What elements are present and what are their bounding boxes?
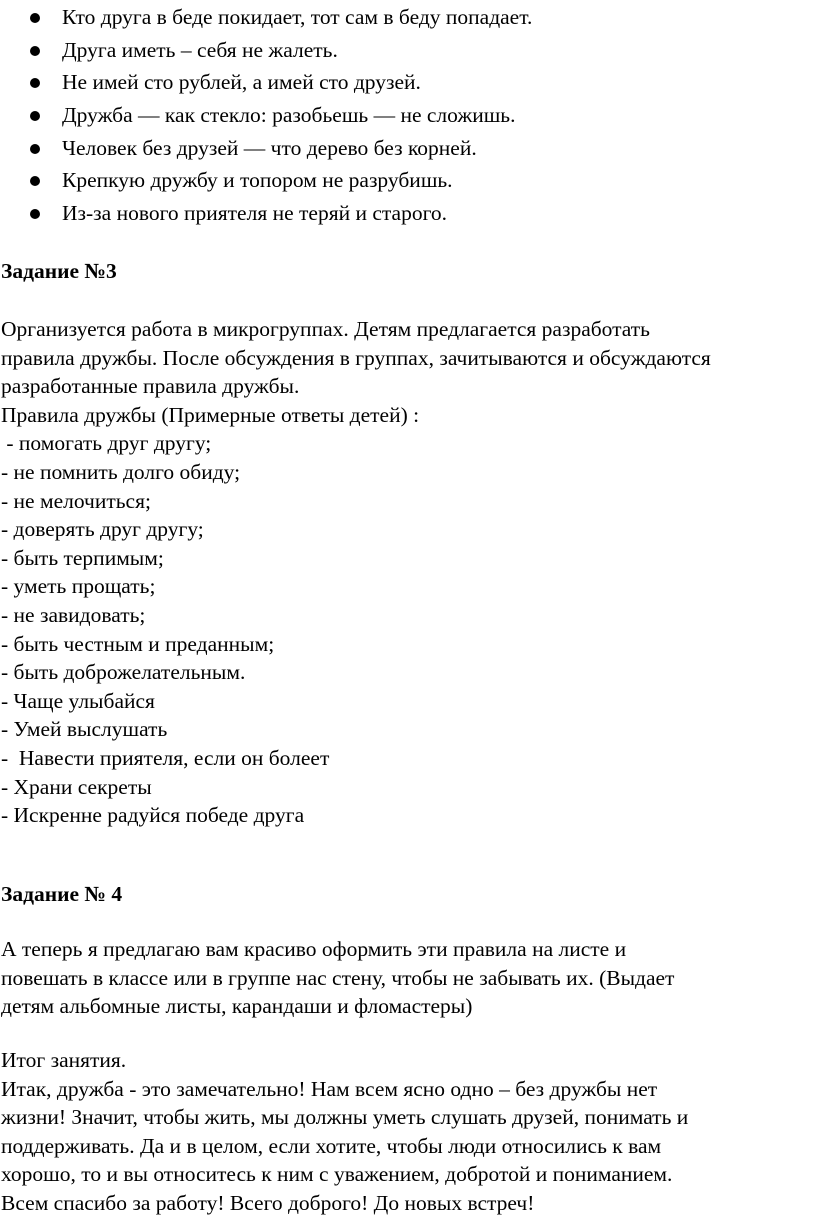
list-item	[0, 36, 816, 69]
rule-item: - Умей выслушать	[1, 717, 168, 742]
rule-item: - не помнить долго обиду;	[1, 459, 241, 484]
bullet-icon	[30, 176, 40, 186]
paragraph-line: хорошо, то и вы относитесь к ним с уважением, добротой и пониманием.	[1, 1162, 673, 1187]
task3-heading: Задание №3	[1, 259, 117, 283]
rule-item: - помогать друг другу;	[1, 431, 212, 456]
paragraph-line: детям альбомные листы, карандаши и фломастеры)	[1, 994, 473, 1019]
proverb-text: Друга иметь – себя не жалеть.	[62, 37, 338, 62]
paragraph-line: Всем спасибо за работу! Всего доброго! До новых встреч!	[1, 1190, 535, 1215]
rule-item: - Искренне радуйся победе друга	[1, 803, 305, 828]
paragraph-line: Организуется работа в микрогруппах. Детям предлагается разработать	[1, 317, 650, 341]
paragraph-line: разработанные правила дружбы.	[1, 374, 300, 399]
list-item	[0, 101, 816, 134]
rule-item: - не мелочиться;	[1, 488, 151, 513]
list-item	[0, 3, 816, 36]
paragraph-line: правила дружбы. После обсуждения в группах, зачитываются и обсуждаются	[1, 345, 711, 370]
rule-item: - уметь прощать;	[1, 574, 156, 599]
task3-body	[1, 315, 811, 830]
proverb-text: Из-за нового приятеля не теряй и старого.	[62, 201, 448, 226]
proverbs-list	[0, 3, 816, 232]
paragraph-line: А теперь я предлагаю вам красиво оформить эти правила на листе и	[1, 937, 627, 961]
bullet-icon	[30, 144, 40, 154]
paragraph-line: поддерживать. Да и в целом, если хотите, чтобы люди относились к вам	[1, 1133, 662, 1158]
paragraph-line: жизни! Значит, чтобы жить, мы должны уметь слушать друзей, понимать и	[1, 1105, 689, 1130]
list-item	[0, 199, 816, 232]
paragraph-line: Итак, дружба - это замечательно! Нам всем ясно одно – без дружбы нет	[1, 1076, 658, 1101]
rule-item: - быть доброжелательным.	[1, 660, 246, 685]
rule-item: - Навести приятеля, если он болеет	[1, 745, 330, 770]
proverb-text: Кто друга в беде покидает, тот сам в беду попадает.	[62, 5, 533, 29]
list-item	[0, 166, 816, 199]
task4-body	[1, 935, 811, 1021]
bullet-icon	[30, 111, 40, 121]
rule-item: - быть честным и преданным;	[1, 631, 275, 656]
summary-title: Итог занятия.	[1, 1048, 127, 1072]
list-item	[0, 68, 816, 101]
task4-heading: Задание № 4	[1, 882, 123, 906]
proverb-text: Дружба — как стекло: разобьешь — не сложишь.	[62, 103, 516, 128]
proverb-text: Крепкую дружбу и топором не разрубишь.	[62, 168, 453, 193]
bullet-icon	[30, 78, 40, 88]
paragraph-line: повешать в классе или в группе нас стену, чтобы не забывать их. (Выдает	[1, 965, 675, 990]
rule-item: - быть терпимым;	[1, 545, 164, 570]
bullet-icon	[30, 46, 40, 56]
proverb-text: Не имей сто рублей, а имей сто друзей.	[62, 70, 421, 95]
rule-item: - Чаще улыбайся	[1, 688, 155, 713]
proverb-text: Человек без друзей — что дерево без корней.	[62, 135, 477, 160]
rule-item: - не завидовать;	[1, 602, 146, 627]
bullet-icon	[30, 13, 40, 23]
summary-section	[1, 1046, 811, 1218]
rules-title: Правила дружбы (Примерные ответы детей) :	[1, 402, 420, 427]
list-item	[0, 134, 816, 167]
rule-item: - доверять друг другу;	[1, 517, 204, 542]
rule-item: - Храни секреты	[1, 774, 152, 799]
bullet-icon	[30, 209, 40, 219]
